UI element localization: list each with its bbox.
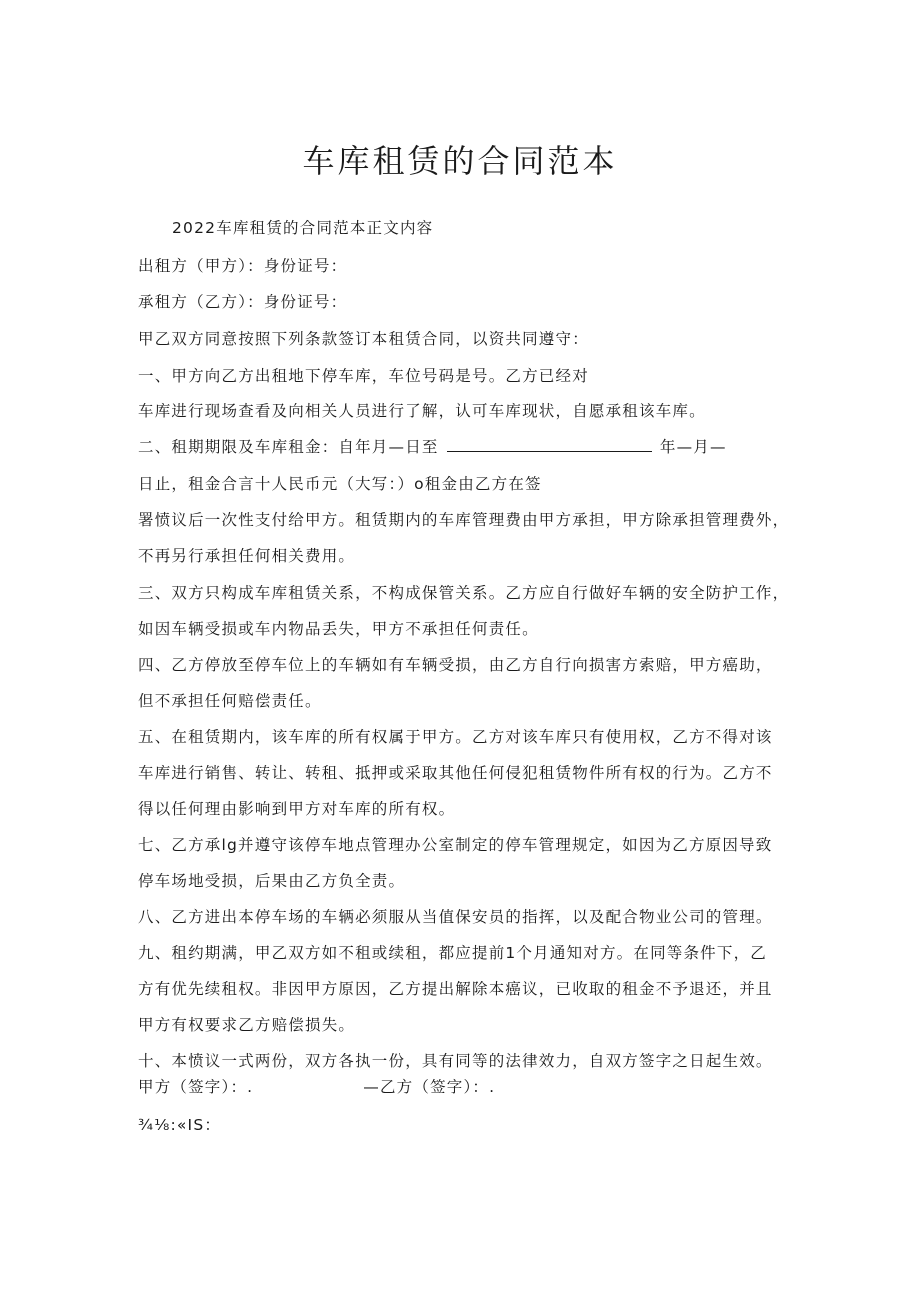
clause-8-line: 八、乙方进出本停车场的车辆必须服从当值保安员的指挥，以及配合物业公司的管理。 — [138, 908, 773, 926]
garbled-footer-text: ¾⅛:«IS： — [138, 1116, 222, 1134]
clause-1-line-2: 车库进行现场查看及向相关人员进行了解，认可车库现状，自愿承租该车库。 — [138, 402, 706, 420]
blank-underline — [447, 437, 652, 452]
clause-3-line-2: 如因车辆受损或车内物品丢失，甲方不承担任何责任。 — [138, 620, 539, 638]
clause-3-line-1: 三、双方只构成车库租赁关系，不构成保管关系。乙方应自行做好车辆的安全防护工作， — [138, 584, 790, 602]
party-b-signature: —乙方（签字）：. — [363, 1078, 496, 1096]
party-a-signature: 甲方（签字）：. — [138, 1078, 254, 1096]
clause-9-line-2: 方有优先续租权。非因甲方原因，乙方提出解除本癌议，已收取的租金不予退还，并且 — [138, 980, 773, 998]
clause-9-line-1: 九、租约期满，甲乙双方如不租或续租，都应提前1个月通知对方。在同等条件下，乙 — [138, 944, 767, 962]
clause-2-line-3: 署愤议后一次性支付给甲方。租赁期内的车库管理费由甲方承担，甲方除承担管理费外， — [138, 511, 790, 529]
clause-2-line-1-start: 二、租期期限及车库租金：自年月—日至 — [138, 438, 439, 456]
clause-2-line-1-end: 年—月— — [659, 438, 727, 456]
clause-5-line-1: 五、在租赁期内，该车库的所有权属于甲方。乙方对该车库只有使用权，乙方不得对该 — [138, 728, 773, 746]
clause-4-line-2: 但不承担任何赔偿责任。 — [138, 692, 322, 710]
clause-4-line-1: 四、乙方停放至停车位上的车辆如有车辆受损，由乙方自行向损害方索赔，甲方癌助， — [138, 656, 773, 674]
document-title: 车库租赁的合同范本 — [302, 142, 618, 180]
lessee-line: 承租方（乙方）：身份证号： — [138, 293, 348, 311]
clause-5-line-3: 得以任何理由影响到甲方对车库的所有权。 — [138, 800, 456, 818]
clause-2-line-1 — [138, 437, 727, 457]
clause-7-line-2: 停车场地受损，后果由乙方负全责。 — [138, 872, 406, 890]
clause-1-line-1: 一、甲方向乙方出租地下停车库，车位号码是号。乙方已经对 — [138, 367, 589, 385]
clause-9-line-3: 甲方有权要求乙方赔偿损失。 — [138, 1016, 356, 1034]
clause-2-line-2: 日止，租金合言十人民币元（大写：）o租金由乙方在签 — [138, 475, 542, 493]
clause-7-line-1: 七、乙方承lg并遵守该停车地点管理办公室制定的停车管理规定，如因为乙方原因导致 — [138, 836, 773, 854]
intro-line: 甲乙双方同意按照下列条款签订本租赁合同，以资共同遵守： — [138, 330, 589, 348]
signature-line — [138, 1077, 495, 1097]
subtitle: 2022车库租赁的合同范本正文内容 — [172, 219, 434, 237]
clause-5-line-2: 车库进行销售、转让、转租、抵押或采取其他任何侵犯租赁物件所有权的行为。乙方不 — [138, 764, 773, 782]
clause-2-line-4: 不再另行承担任何相关费用。 — [138, 547, 356, 565]
lessor-line: 出租方（甲方）：身份证号： — [138, 257, 348, 275]
clause-10-line: 十、本愤议一式两份，双方各执一份，具有同等的法律效力，自双方签字之日起生效。 — [138, 1052, 773, 1070]
